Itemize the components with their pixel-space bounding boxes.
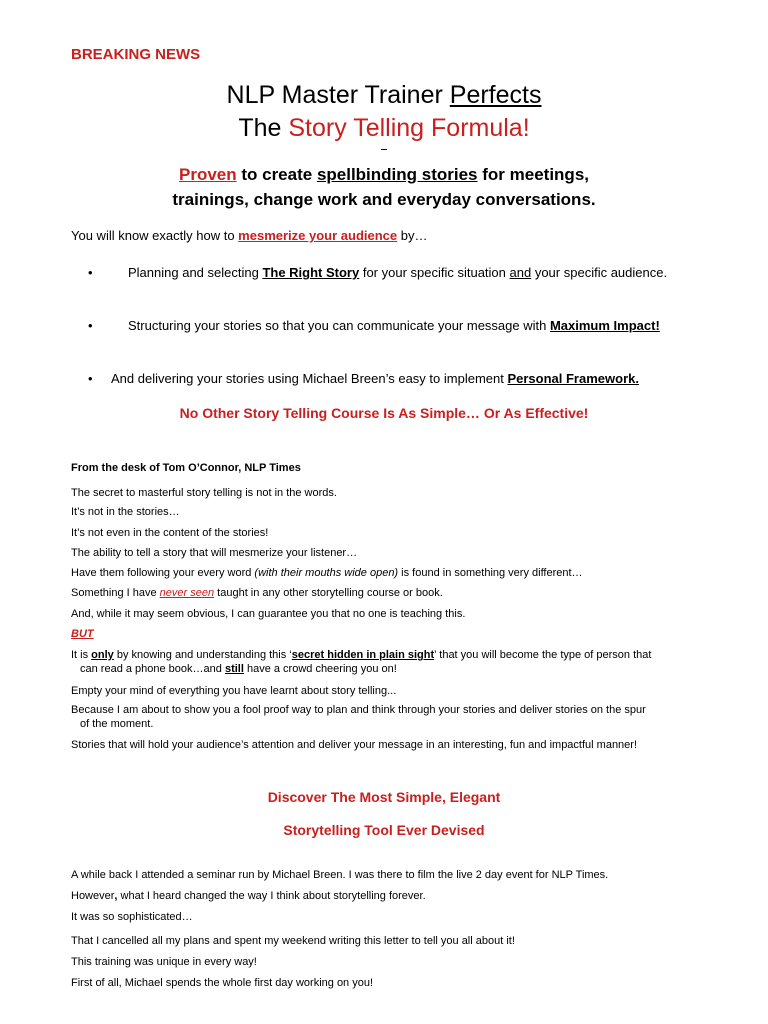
subheadline-line-1: Proven to create spellbinding stories for meetings, <box>178 165 589 184</box>
body-line: A while back I attended a seminar run by Michael Breen. I was there to film the live 2 day event for NLP Times. <box>71 869 609 881</box>
headline-line-1: NLP Master Trainer Perfects <box>226 81 542 109</box>
bullet-icon: • <box>88 265 93 280</box>
intro-sentence: You will know exactly how to mesmerize your audience by… <box>71 228 428 243</box>
divider-mark <box>381 149 387 150</box>
section-heading: Discover The Most Simple, Elegant <box>267 789 501 805</box>
body-line: It’s not even in the content of the stories! <box>71 527 269 539</box>
body-line: Empty your mind of everything you have learnt about story telling... <box>71 685 397 697</box>
body-line: First of all, Michael spends the whole first day working on you! <box>71 977 374 989</box>
body-line: And, while it may seem obvious, I can guarantee you that no one is teaching this. <box>71 608 466 620</box>
breaking-news-label: BREAKING NEWS <box>71 46 201 63</box>
but-emphasis: BUT <box>71 628 94 640</box>
bullet-icon: • <box>88 318 93 333</box>
body-line: However, what I heard changed the way I think about storytelling forever. <box>71 890 426 902</box>
subheadline-line-2: trainings, change work and everyday conversations. <box>172 190 596 209</box>
tagline: No Other Story Telling Course Is As Simple… Or As Effective! <box>179 405 589 421</box>
body-line: It’s not in the stories… <box>71 506 180 518</box>
bullet-item-maximum-impact: Structuring your stories so that you can communicate your message with Maximum Impact! <box>128 318 660 333</box>
body-line: The ability to tell a story that will mesmerize your listener… <box>71 547 358 559</box>
desk-byline: From the desk of Tom O’Connor, NLP Times <box>71 462 301 474</box>
body-line: That I cancelled all my plans and spent my weekend writing this letter to tell you all about it! <box>71 935 515 947</box>
section-heading: Storytelling Tool Ever Devised <box>283 822 485 838</box>
bullet-item-right-story: Planning and selecting The Right Story for your specific situation and your specific audience. <box>128 265 668 280</box>
body-line: Stories that will hold your audience’s attention and deliver your message in an interesting, fun and impactful manner! <box>71 739 638 751</box>
body-line: This training was unique in every way! <box>71 956 257 968</box>
body-paragraph: Because I am about to show you a fool proof way to plan and think through your stories and deliver stories on the spur of the moment. <box>71 704 646 730</box>
body-line: Something I have never seen taught in any other storytelling course or book. <box>71 587 443 599</box>
bullet-icon: • <box>88 371 93 386</box>
headline-line-2: The Story Telling Formula! <box>238 114 530 142</box>
body-paragraph: It is only by knowing and understanding this ‘secret hidden in plain sight’ that you will become the type of person that can read a phone book…and still have a crowd cheering you on! <box>71 649 652 675</box>
body-line: Have them following your every word (with their mouths wide open) is found in something very different… <box>71 567 583 579</box>
bullet-item-personal-framework: And delivering your stories using Michael Breen’s easy to implement Personal Framework. <box>111 371 639 386</box>
body-line: It was so sophisticated… <box>71 911 193 923</box>
body-line: The secret to masterful story telling is not in the words. <box>71 487 337 499</box>
